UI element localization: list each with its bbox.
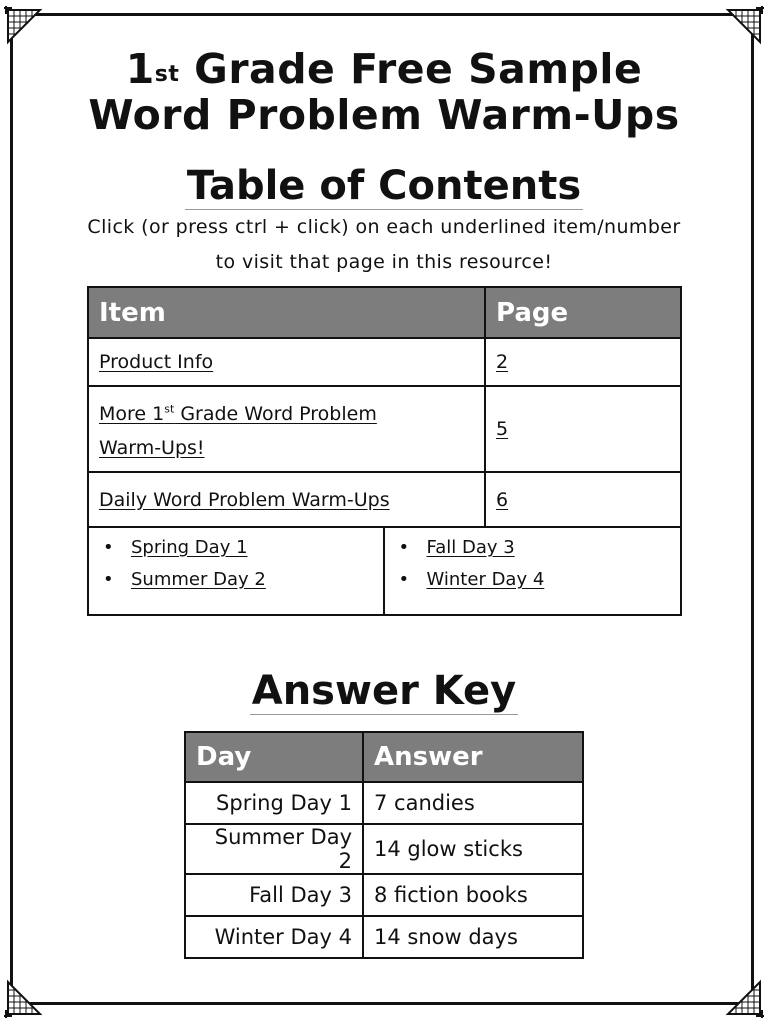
corner-decoration — [4, 978, 44, 1018]
ak-answer: 14 snow days — [363, 916, 583, 958]
corner-decoration — [724, 6, 764, 46]
list-item — [99, 532, 373, 564]
ak-day: Summer Day 2 — [185, 824, 363, 874]
ak-day: Winter Day 4 — [185, 916, 363, 958]
toc-table — [87, 286, 682, 616]
page-title-line2: Word Problem Warm-Ups — [88, 91, 680, 139]
ak-answer: 14 glow sticks — [363, 824, 583, 874]
day-link[interactable]: Spring Day 1 — [131, 537, 248, 558]
day-link[interactable]: Summer Day 2 — [131, 569, 266, 590]
toc-instructions-line2: to visit that page in this resource! — [215, 251, 553, 273]
corner-decoration — [4, 6, 44, 46]
day-link[interactable]: Winter Day 4 — [426, 569, 545, 590]
toc-link-product-info[interactable]: Product Info — [99, 351, 214, 373]
table-row — [185, 782, 583, 824]
toc-heading: Table of Contents — [186, 163, 582, 209]
answer-key-table — [184, 731, 584, 959]
list-item — [395, 564, 671, 596]
ak-answer: 7 candies — [363, 782, 583, 824]
toc-link-daily-warmups[interactable]: Daily Word Problem Warm-Ups — [99, 488, 390, 511]
toc-col-item: Item — [88, 287, 485, 338]
ak-day: Spring Day 1 — [185, 782, 363, 824]
toc-page-link[interactable]: 5 — [496, 418, 509, 440]
table-row — [185, 874, 583, 916]
ak-day: Fall Day 3 — [185, 874, 363, 916]
list-item — [395, 532, 671, 564]
toc-col-page: Page — [485, 287, 681, 338]
table-row — [185, 916, 583, 958]
table-row — [185, 824, 583, 874]
toc-page-link[interactable]: 6 — [496, 488, 509, 511]
ak-col-day: Day — [185, 732, 363, 782]
toc-instructions: Click (or press ctrl + click) on each underlined item/number — [87, 216, 681, 238]
list-item — [99, 564, 373, 596]
toc-link-more-warmups[interactable]: More 1st Grade Word Problem Warm-Ups! — [99, 402, 377, 460]
ak-col-answer: Answer — [363, 732, 583, 782]
page-title: 1st Grade Free Sample — [125, 45, 643, 93]
ak-answer: 8 fiction books — [363, 874, 583, 916]
toc-page-link[interactable]: 2 — [496, 351, 509, 373]
day-link[interactable]: Fall Day 3 — [426, 537, 515, 558]
answer-key-heading: Answer Key — [251, 668, 517, 714]
corner-decoration — [724, 978, 764, 1018]
